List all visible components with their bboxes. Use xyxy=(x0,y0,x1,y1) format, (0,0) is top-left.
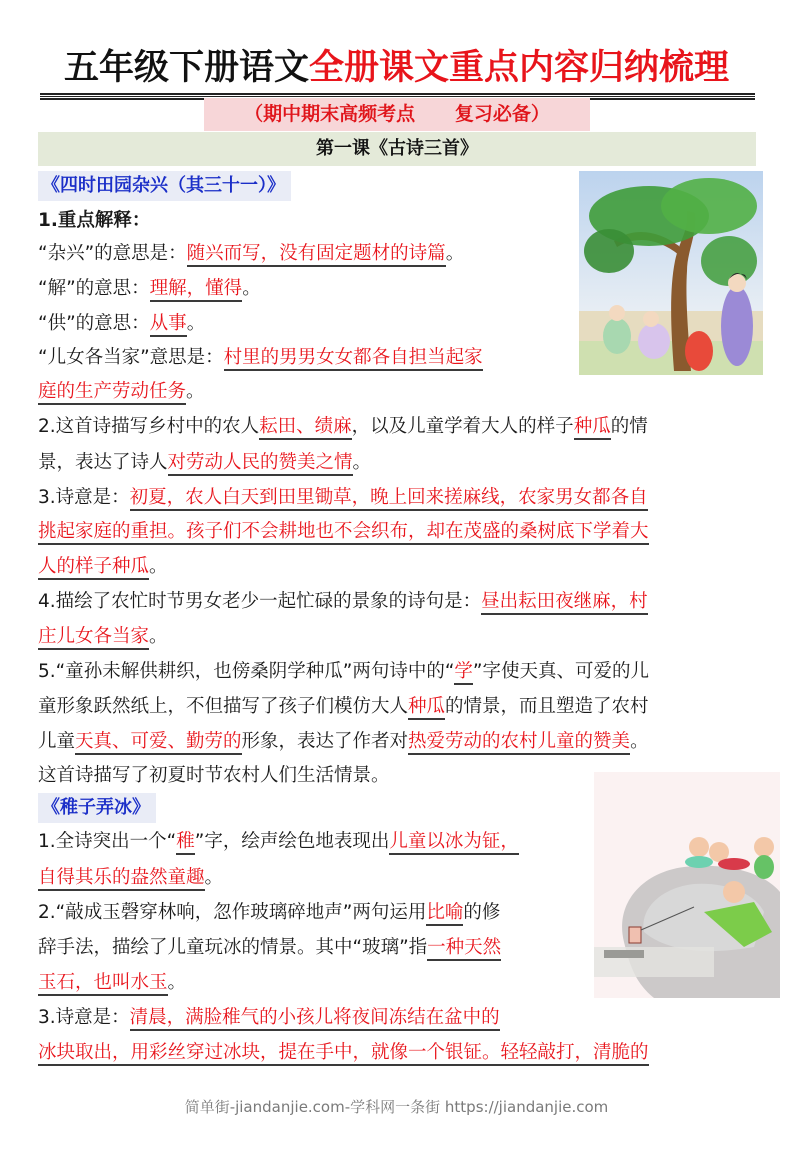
answer-highlight: 热爱劳动的农村儿童的赞美 xyxy=(408,731,630,755)
answer-highlight: 挑起家庭的重担。孩子们不会耕地也不会织布，却在茂盛的桑树底下学着大 xyxy=(38,521,649,545)
question-text: 。 xyxy=(149,556,168,577)
poem1-line-11 xyxy=(38,586,648,618)
question-text: 1.重点解释： xyxy=(38,210,151,231)
answer-highlight: 人的样子种瓜 xyxy=(38,556,149,580)
question-text: 。 xyxy=(186,381,205,402)
question-text: 2.这首诗描写乡村中的农人 xyxy=(38,416,260,437)
question-text: 形象，表达了作者对 xyxy=(241,731,409,752)
answer-highlight: 稚 xyxy=(176,831,195,855)
poem1-line-1 xyxy=(38,238,464,270)
title-rule xyxy=(40,96,755,97)
answer-highlight: 冰块取出，用彩丝穿过冰块，提在手中，就像一个银钲。轻轻敲打，清脆的 xyxy=(38,1042,649,1066)
question-text: 5.“童孙未解供耕织，也傍桑阴学种瓜”两句诗中的“ xyxy=(38,661,455,682)
question-text: 。 xyxy=(630,731,649,752)
question-text: “儿女各当家”意思是： xyxy=(38,347,224,368)
answer-highlight: 种瓜 xyxy=(574,416,611,440)
poem1-line-7 xyxy=(38,447,371,479)
question-text: “杂兴”的意思是： xyxy=(38,243,187,264)
question-text: 。 xyxy=(242,278,261,299)
children-ice-scene-icon xyxy=(594,772,780,998)
poem2-line-6 xyxy=(38,1037,649,1069)
question-text: 。 xyxy=(167,972,187,993)
question-text: 。 xyxy=(352,452,372,473)
poem2-illustration xyxy=(594,772,780,998)
title-red-part: 全册课文重点内容归纳梳理 xyxy=(309,48,730,88)
question-text: 4.描绘了农忙时节男女老少一起忙碌的景象的诗句是： xyxy=(38,591,482,612)
answer-highlight: 清晨，满脸稚气的小孩儿将夜间冻结在盆中的 xyxy=(130,1007,500,1031)
answer-highlight: 天真、可爱、勤劳的 xyxy=(75,731,242,755)
question-text: 这首诗描写了初夏时节农村人们生活情景。 xyxy=(38,765,390,786)
poem1-line-2 xyxy=(38,273,261,305)
question-text: 的情景，而且塑造了农村 xyxy=(445,696,649,717)
answer-highlight: 庭的生产劳动任务 xyxy=(38,381,186,405)
answer-highlight: 一种天然 xyxy=(427,937,501,961)
poem1-line-15 xyxy=(38,726,649,758)
question-text: 的情 xyxy=(610,416,648,437)
poem-title-sishi: 《四时田园杂兴（其三十一）》 xyxy=(38,171,291,201)
question-text: ，以及儿童学着大人的样子 xyxy=(351,416,574,437)
poem1-line-10 xyxy=(38,551,168,583)
footer-text: 简单街-jiandanjie.com-学科网一条街 https://jiandanjie.com xyxy=(184,1098,609,1116)
question-text: “解”的意思： xyxy=(38,278,150,299)
question-text: 景，表达了诗人 xyxy=(38,452,168,473)
answer-highlight: 儿童以冰为钲， xyxy=(389,831,519,855)
poem1-line-13 xyxy=(38,656,649,688)
question-text: 。 xyxy=(149,626,168,647)
question-text: 。 xyxy=(204,867,224,888)
tree-scene-icon xyxy=(579,171,763,375)
question-text: 3.诗意是： xyxy=(38,487,130,508)
poem1-line-16 xyxy=(38,760,390,792)
answer-highlight: 种瓜 xyxy=(408,696,445,720)
question-text: ”字，绘声绘色地表现出 xyxy=(194,831,390,852)
poem2-line-4 xyxy=(38,967,186,999)
question-text: 。 xyxy=(186,313,206,334)
answer-highlight: 村里的男男女女都各自担当起家 xyxy=(224,347,483,371)
poem1-line-4 xyxy=(38,342,483,374)
question-text: 童形象跃然纸上，不但描写了孩子们模仿大人 xyxy=(38,696,409,717)
answer-highlight: 昼出耘田夜继麻，村 xyxy=(481,591,648,615)
poem2-line-2 xyxy=(38,897,500,929)
question-text: 儿童 xyxy=(38,731,76,752)
lesson-heading: 第一课《古诗三首》 xyxy=(38,132,756,166)
question-text: 。 xyxy=(445,243,465,264)
poem1-line-0 xyxy=(38,205,150,237)
poem2-line-3 xyxy=(38,932,501,964)
question-text: ”字使天真、可爱的儿 xyxy=(472,661,650,682)
poem-title-zhizi: 《稚子弄冰》 xyxy=(38,793,156,823)
question-text: “供”的意思： xyxy=(38,313,150,334)
poem1-line-9 xyxy=(38,516,649,548)
poem2-line-5 xyxy=(38,1002,500,1034)
poem2-line-1 xyxy=(38,862,223,894)
answer-highlight: 自得其乐的盎然童趣 xyxy=(38,867,205,891)
question-text: 2.“敲成玉磬穿林响，忽作玻璃碎地声”两句运用 xyxy=(38,902,427,923)
answer-highlight: 庄儿女各当家 xyxy=(38,626,149,650)
poem1-line-12 xyxy=(38,621,168,653)
question-text: 的修 xyxy=(463,902,501,923)
question-text: 3.诗意是： xyxy=(38,1007,130,1028)
poem2-line-0 xyxy=(38,826,519,858)
poem1-illustration xyxy=(579,171,763,375)
answer-highlight: 从事 xyxy=(150,313,187,337)
question-text: 辞手法，描绘了儿童玩冰的情景。其中“玻璃”指 xyxy=(38,937,428,958)
poem1-line-3 xyxy=(38,308,205,340)
answer-highlight: 耘田、绩麻 xyxy=(259,416,352,440)
poem1-line-5 xyxy=(38,376,205,408)
answer-highlight: 比喻 xyxy=(426,902,463,926)
footer-watermark xyxy=(0,1096,793,1117)
answer-highlight: 随兴而写，没有固定题材的诗篇 xyxy=(187,243,446,267)
answer-highlight: 理解，懂得 xyxy=(150,278,243,302)
question-text: 1.全诗突出一个“ xyxy=(38,831,177,852)
answer-highlight: 初夏，农人白天到田里锄草，晚上回来搓麻线，农家男女都各自 xyxy=(130,487,648,511)
answer-highlight: 学 xyxy=(454,661,473,685)
answer-highlight: 玉石，也叫水玉 xyxy=(38,972,168,996)
title-rule xyxy=(40,93,755,95)
subtitle-banner: （期中期末高频考点 复习必备） xyxy=(204,98,590,131)
poem1-line-6 xyxy=(38,411,648,443)
poem1-line-8 xyxy=(38,482,648,514)
poem1-line-14 xyxy=(38,691,649,723)
title-black-part: 五年级下册语文 xyxy=(63,48,309,88)
document-title xyxy=(40,44,753,92)
answer-highlight: 对劳动人民的赞美之情 xyxy=(168,452,353,476)
